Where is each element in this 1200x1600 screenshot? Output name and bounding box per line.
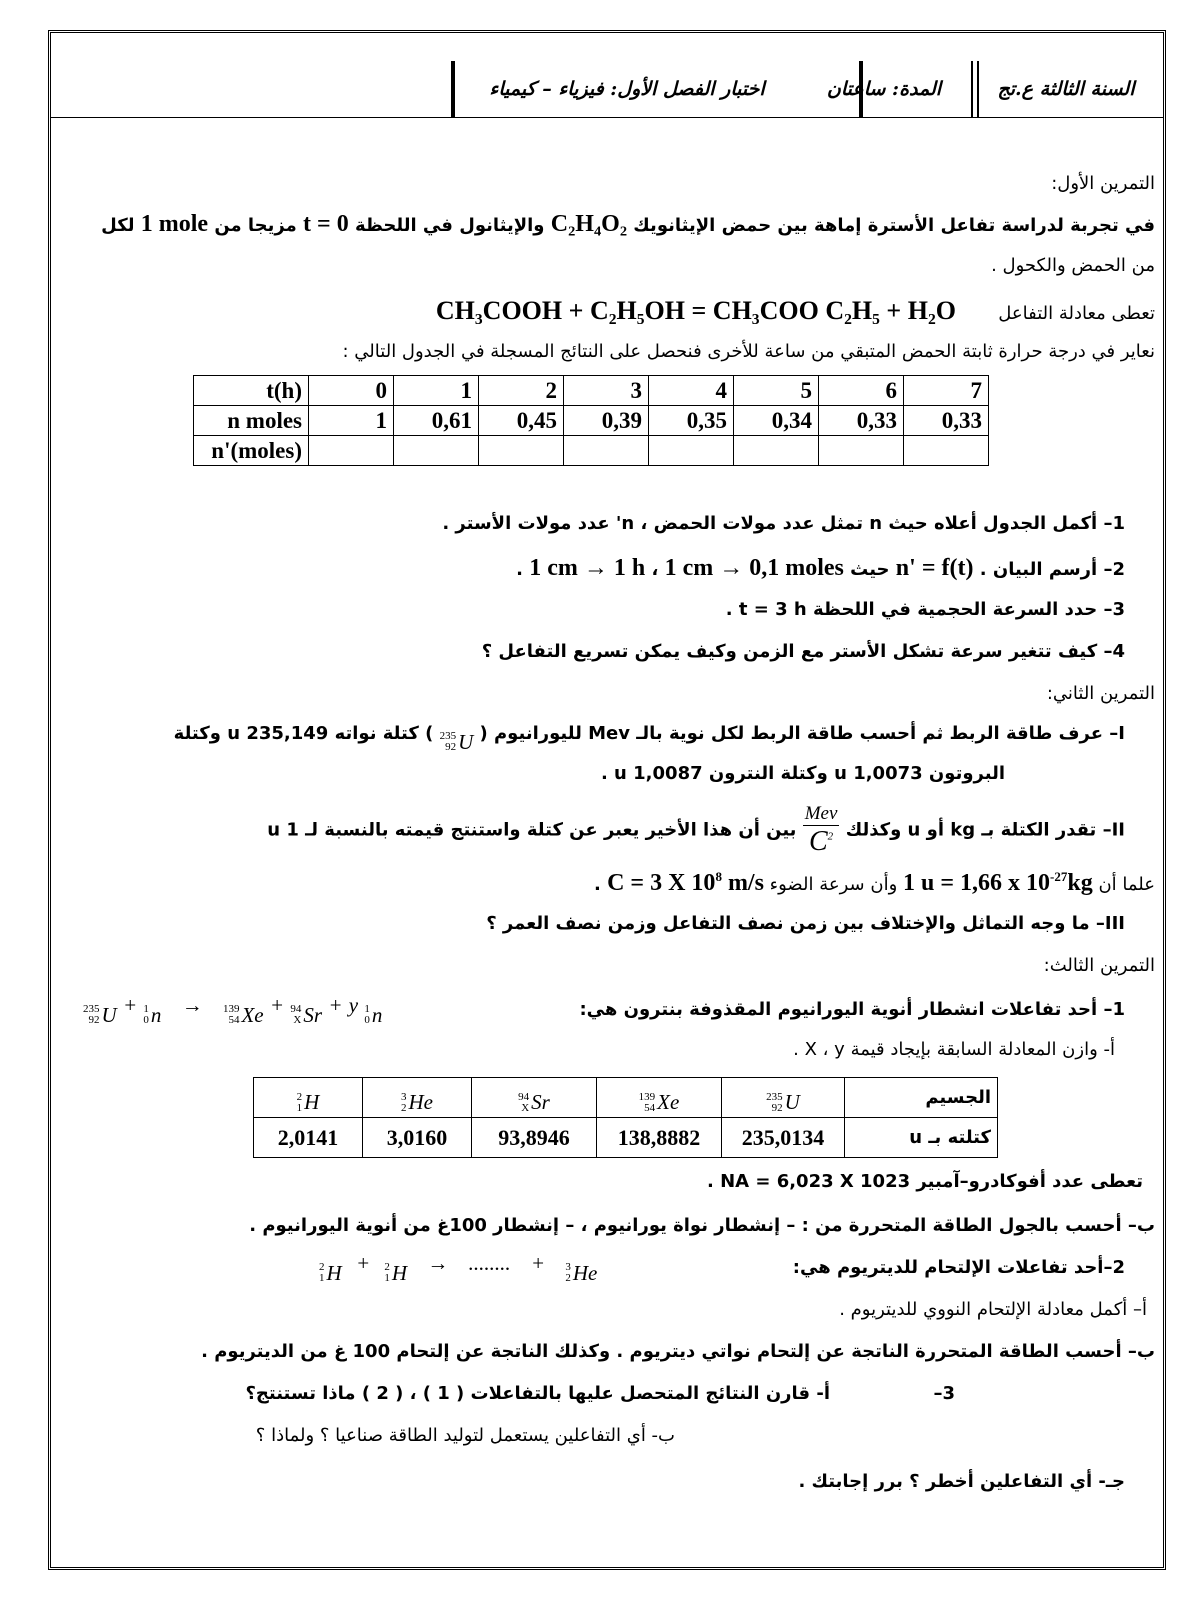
fusion-equation: 2 1 H + 2 1 H → ........ + 3 2 He: [319, 1251, 598, 1285]
ex3-q3c: جـ- أي التفاعلين أخطر ؟ برر إجابتك .: [798, 1471, 1125, 1492]
esterification-equation: CH₃COOH + C₂H₅OH = CH₃COO C₂H₅ + H₂O: [435, 296, 956, 325]
ex2-part2-line2: علما أن 1 u = 1,66 x $10^{-27}kg$ وأن سرعة الضوء C = 3 X $10^8$ m/s .: [593, 869, 1155, 896]
table-header: الجسيم: [845, 1078, 998, 1118]
table-row: n moles 1 0,61 0,45 0,39 0,35 0,34 0,33 0,33: [194, 406, 989, 436]
ex2-title: التمرين الثاني:: [1046, 683, 1155, 704]
ex3-q2a: أ– أكمل معادلة الإلتحام النووي للديتريوم .: [839, 1299, 1147, 1320]
ex1-q1: 1– أكمل الجدول أعلاه حيث n تمثل عدد مولات الحمض ، n' عدد مولات الأستر .: [442, 513, 1125, 534]
header-divider: [859, 61, 863, 117]
duration-label: المدة: ساعتان: [826, 78, 942, 100]
exam-page: [48, 30, 1166, 1570]
ex2-part1: I– عرف طاقة الربط ثم أحسب طاقة الربط لكل نوية بالـ Mev لليورانيوم ( 235 92 U ) كتلة نواته 235,149 u وكتلة: [173, 723, 1125, 754]
ex3-title: التمرين الثالث:: [1043, 955, 1155, 976]
ex3-q2: 2–أحد تفاعلات الإلتحام للديتريوم هي:: [792, 1257, 1125, 1278]
exam-title: اختبار الفصل الأول: فيزياء – كيمياء: [489, 78, 765, 100]
ex1-intro-line2: من الحمض والكحول .: [991, 255, 1155, 276]
ex3-q3-number: 3–: [933, 1383, 955, 1404]
row-label: n moles: [194, 406, 309, 436]
ex1-q4: 4– كيف تتغير سرعة تشكل الأستر مع الزمن وكيف يمكن تسريع التفاعل ؟: [481, 641, 1125, 662]
ester-table: [193, 375, 989, 466]
exam-header: [51, 47, 1163, 118]
ex1-intro-line1: في تجربة لدراسة تفاعل الأسترة إماهة بين حمض الإيثانويك C₂H₄O₂ والإيثانول في اللحظة t = 0 مزيجا من 1 mole لكل: [101, 211, 1155, 237]
ex2-part2: II– تقدر الكتلة بـ kg أو u وكذلك $\frac{\text{Mev}}{C^2}$ بين أن هذا الأخير يعبر عن كتلة واستنتج قيمته بالنسبة لـ 1 u: [267, 803, 1125, 857]
ex2-part3: III– ما وجه التماثل والإختلاف بين زمن نصف التفاعل وزمن نصف العمر ؟: [486, 913, 1125, 934]
ex1-titration-text: نعاير في درجة حرارة ثابتة الحمض المتبقي من ساعة للأخرى فنحصل على النتائج المسجلة في الجدول التالي :: [342, 341, 1155, 362]
ex3-q2b: ب– أحسب الطاقة المتحررة الناتجة عن إلتحام نواتي ديتريوم . وكذلك الناتجة عن إلتحام 100 غ من الديتريوم .: [201, 1341, 1155, 1362]
ex1-title: التمرين الأول:: [1051, 173, 1155, 194]
avogadro-line: تعطى عدد أفوكادرو–آمبير NA = 6,023 X 1023 .: [706, 1171, 1143, 1192]
mev-per-c2-fraction: $\frac{\text{Mev}}{C^2}$: [804, 803, 838, 857]
ex3-q1: 1– أحد تفاعلات انشطار أنوية اليورانيوم المقذوفة بنترون هي:: [579, 999, 1125, 1020]
header-divider: [971, 61, 973, 117]
ex3-q3b: ب- أي التفاعلين يستعمل لتوليد الطاقة صناعيا ؟ ولماذا ؟: [255, 1425, 675, 1446]
ex1-q3: 3– حدد السرعة الحجمية في اللحظة t = 3 h .: [725, 599, 1125, 620]
header-divider: [977, 61, 979, 117]
ex2-part1-line2: البروتون 1,0073 u وكتلة النترون 1,0087 u .: [600, 763, 1005, 784]
mass-table: [253, 1077, 998, 1158]
header-divider: [451, 61, 455, 117]
table-row: 2 1 H 3 2 He 94 X Sr 139 54 Xe 235 92 U الجسيم: [254, 1078, 998, 1118]
row-label: t(h): [194, 376, 309, 406]
ex3-q1b: ب– أحسب بالجول الطاقة المتحررة من : – إنشطار نواة يورانيوم ، – إنشطار 100غ من أنوية اليورانيوم .: [249, 1215, 1155, 1236]
table-row: [194, 436, 989, 466]
equation-line: تعطى معادلة التفاعل CH₃COOH + C₂H₅OH = CH₃COO C₂H₅ + H₂O: [435, 296, 1155, 325]
row-label: n'(moles): [194, 436, 309, 466]
mass-label: كتلته بـ u: [845, 1118, 998, 1158]
ex3-q3a: أ- قارن النتائج المتحصل عليها بالتفاعلات ( 1 ) ، ( 2 ) ماذا تستنتج؟: [245, 1383, 830, 1404]
table-row: t(h) 0 1 2 3 4 5 6 7: [194, 376, 989, 406]
fission-equation: 235 92 U + 1 0 n → 139 54 Xe + 94 X Sr + y 1 0 n: [83, 993, 383, 1027]
table-row: 2,0141 3,0160 93,8946 138,8882 235,0134 كتلته بـ u: [254, 1118, 998, 1158]
uranium-235-symbol: 235 92 U: [439, 729, 474, 754]
level-label: السنة الثالثة ع.تج: [997, 78, 1135, 100]
ex1-q2: 2– أرسم البيان . n' = f(t) حيث 1 cm → 1 h ، 1 cm → 0,1 moles .: [516, 555, 1125, 581]
ex3-q1a: أ- وازن المعادلة السابقة بإيجاد قيمة X ، y .: [793, 1039, 1115, 1060]
